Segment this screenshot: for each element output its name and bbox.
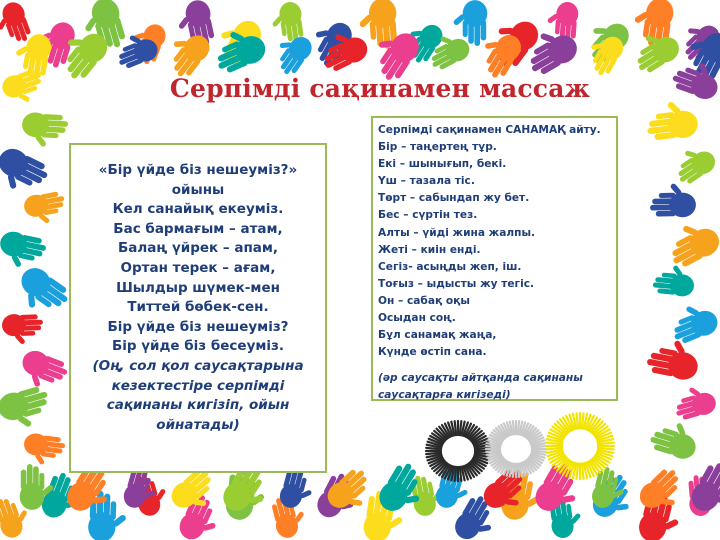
page-title: Серпімді сақинамен массаж — [169, 74, 591, 103]
handprint-decoration — [668, 139, 719, 188]
handprint-decoration — [22, 432, 66, 468]
poem-line: Бір үйде біз нешеуміз? — [107, 318, 289, 335]
counting-rhyme-text-box — [371, 116, 618, 401]
handprint-decoration — [15, 347, 70, 396]
game-instruction-note: (Оң, сол қол саусақтарына кезектестіре серпімді сақинаны кигізіп, ойын ойнатады) — [92, 357, 304, 433]
rhyme-heading: Серпімді сақинамен САНАМАҚ айту. — [378, 124, 601, 136]
rhyme-line: Жеті – киін енді. — [378, 243, 481, 256]
handprint-decoration — [666, 297, 720, 347]
finger-game-text-box — [69, 143, 327, 473]
rhyme-line: Он – сабақ оқы — [378, 294, 470, 307]
rhyme-line: Сегіз- асыңды жеп, іш. — [378, 260, 522, 273]
handprint-decoration — [645, 335, 702, 383]
rhyme-line: Төрт – сабындап жу бет. — [378, 192, 530, 205]
rhyme-line: Екі – шынығып, бекі. — [378, 158, 507, 171]
handprint-decoration — [652, 263, 696, 298]
handprint-decoration — [2, 313, 44, 346]
rhyme-line: Күнде өстіп сана. — [378, 346, 487, 359]
rhyme-line: Осыдан соң. — [378, 312, 456, 325]
poem-line: Шылдыр шүмек-мен — [116, 279, 280, 296]
poem-line: Кел санайық екеуміз. — [112, 201, 284, 218]
rhyme-line: Бес – сүртін тез. — [378, 209, 478, 222]
massage-ring — [486, 421, 546, 477]
handprint-decoration — [644, 98, 699, 142]
handprint-decoration — [650, 182, 697, 218]
rhyme-line: Үш – тазала тіс. — [378, 175, 475, 188]
poem-line: ойыны — [171, 181, 225, 198]
handprint-decoration — [9, 262, 73, 323]
rhyme-instruction-note: (әр саусақты айтқанда сақинаны саусақтарға кигізеді) — [378, 372, 583, 402]
spiky-massage-rings-image — [418, 405, 618, 487]
poem-line: «Бір үйде біз нешеуміз?» — [98, 162, 298, 178]
handprint-decoration — [0, 383, 55, 434]
handprint-decoration — [22, 189, 68, 227]
handprint-decoration — [661, 214, 720, 272]
rhyme-line: Бір – таңертең тұр. — [378, 141, 497, 154]
massage-ring — [426, 421, 490, 481]
handprint-decoration — [0, 144, 52, 201]
handprint-decoration — [0, 229, 48, 273]
poem-line: Балаң үйрек – апам, — [117, 240, 279, 257]
poem-line: Титтей бөбек-сен. — [127, 299, 269, 316]
poem-line: Ортан терек – ағам, — [120, 259, 276, 276]
handprint-decoration — [648, 415, 702, 462]
poem-line: Бір үйде біз бесеуміз. — [111, 338, 285, 355]
poem-line: Бас бармағым – атам, — [113, 220, 283, 237]
massage-ring — [546, 413, 614, 479]
rhyme-line: Алты – үйді жина жалпы. — [378, 226, 536, 239]
handprint-decoration — [21, 112, 69, 149]
rhyme-line: Бұл санамақ жаңа, — [378, 329, 497, 342]
handprint-decoration — [670, 381, 718, 422]
rhyme-line: Тоғыз – ыдысты жу тегіс. — [378, 277, 534, 290]
